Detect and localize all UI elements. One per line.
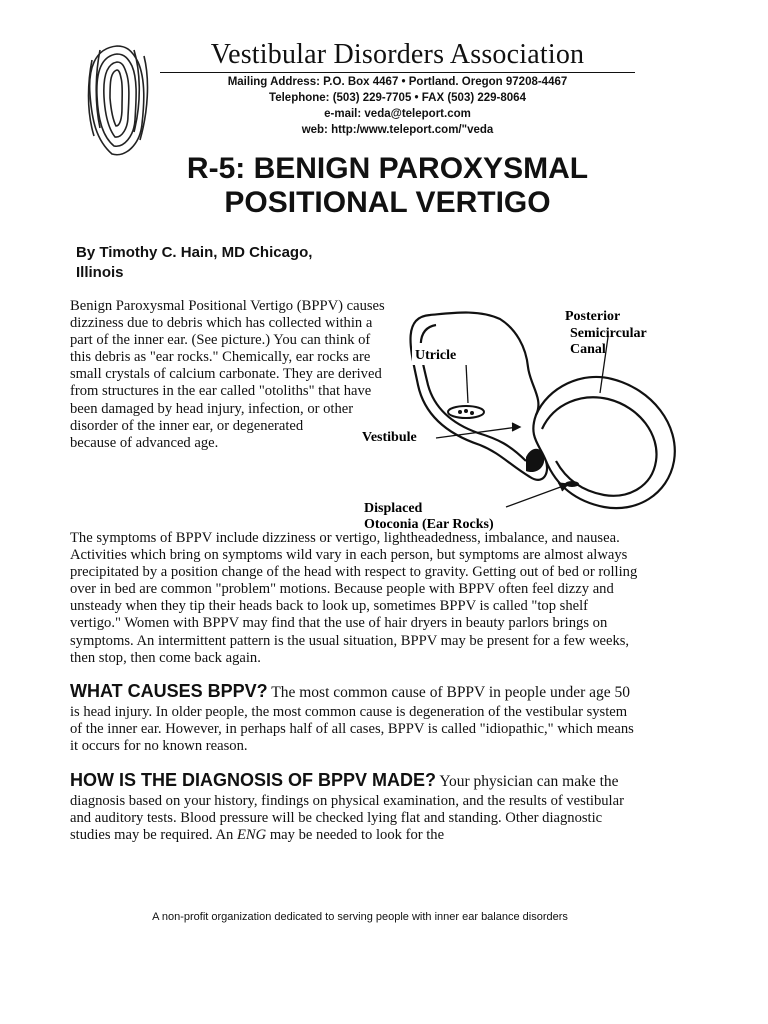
- intro-line: dizziness due to debris which has collected within a: [70, 315, 373, 332]
- symptoms-line: Activities which bring on symptoms wild vary in each person, but symptoms are almost always: [70, 547, 628, 564]
- mailing-address: Mailing Address: P.O. Box 4467 • Portland. Oregon 97208-4467: [227, 76, 568, 88]
- web-address[interactable]: web: http:/www.teleport.com/"veda: [301, 124, 494, 136]
- intro-line: from structures in the ear called "otoliths" that have: [70, 383, 372, 400]
- diagnosis-lead: Your physician can make the: [436, 773, 619, 790]
- symptoms-line: then stop, then come back again.: [70, 649, 261, 666]
- intro-line: small crystals of calcium carbonate. They are derived: [70, 366, 382, 383]
- symptoms-line: unsteady when they tip their heads back to look up, sometimes BPPV is called "top shelf: [70, 598, 589, 615]
- symptoms-line: over in bed are common "problem" motions. Because people with BPPV often feel dizzy and: [70, 581, 614, 598]
- diagnosis-line-last: [70, 827, 710, 844]
- title-line-1: R-5: BENIGN PAROXYSMAL: [186, 152, 589, 185]
- diagnosis-heading: HOW IS THE DIAGNOSIS OF BPPV MADE?: [70, 770, 437, 790]
- intro-line: Benign Paroxysmal Positional Vertigo (BPPV) causes: [70, 298, 385, 314]
- intro-line: this debris as "ear rocks." Chemically, ear rocks are: [70, 349, 371, 366]
- causes-lead: The most common cause of BPPV in people under age 50: [267, 684, 631, 701]
- causes-heading: WHAT CAUSES BPPV?: [70, 681, 268, 701]
- org-name: Vestibular Disorders Association: [160, 38, 635, 73]
- symptoms-line: precipitated by a position change of the head with respect to gravity. Getting out of bed or rolling: [70, 564, 638, 581]
- intro-line: been damaged by head injury, infection, or other: [70, 400, 354, 417]
- causes-line: is head injury. In older people, the most common cause is degeneration of the vestibular system: [70, 704, 628, 720]
- eng-term: ENG: [236, 827, 267, 844]
- byline: [76, 243, 376, 283]
- symptoms-line: vertigo." Women with BPPV may find that the use of hair dryers in beauty parlors brings on: [70, 615, 608, 632]
- symptoms-paragraph: [70, 530, 710, 667]
- diagnosis-last-prefix: studies may be required. An: [70, 827, 237, 844]
- diagnosis-section: [70, 769, 710, 844]
- title-line-2: POSITIONAL VERTIGO: [224, 186, 551, 219]
- vestibule-label: Vestibule: [362, 430, 417, 445]
- utricle-label: Utricle: [415, 348, 457, 363]
- intro-line: disorder of the inner ear, or degenerated: [70, 417, 304, 434]
- email[interactable]: e-mail: veda@teleport.com: [324, 108, 471, 120]
- page-title: [100, 152, 675, 220]
- symptoms-line: The symptoms of BPPV include dizziness or vertigo, lightheadedness, imbalance, and nausea.: [70, 530, 620, 546]
- byline-line-1: By Timothy C. Hain, MD Chicago,: [76, 244, 313, 261]
- causes-section: [70, 680, 710, 755]
- telephone: Telephone: (503) 229-7705 • FAX (503) 229-8064: [269, 92, 526, 104]
- displaced-label: Displaced: [364, 501, 423, 516]
- ear-fingerprint-logo: [82, 40, 152, 160]
- inner-ear-diagram: [360, 295, 690, 535]
- intro-line: part of the inner ear. (See picture.) You can think of: [70, 332, 371, 349]
- diagnosis-last-suffix: may be needed to look for the: [266, 827, 445, 844]
- byline-line-2: Illinois: [76, 264, 124, 281]
- causes-line: of the inner ear. However, in perhaps half of all cases, BPPV is called "idiopathic," which means: [70, 721, 634, 738]
- diagnosis-line: diagnosis based on your history, findings on physical examination, and the results of vestibular: [70, 793, 624, 809]
- footer-text: A non-profit organization dedicated to serving people with inner ear balance disorders: [152, 911, 568, 923]
- ampulla: [526, 449, 544, 472]
- intro-line: because of advanced age.: [70, 434, 219, 451]
- diagnosis-line: and auditory tests. Blood pressure will be checked lying flat and standing. Other diagnostic: [70, 810, 603, 827]
- semicircular-label: Semicircular: [570, 326, 647, 341]
- canal-label: Canal: [570, 342, 606, 357]
- otoconia-label: Otoconia (Ear Rocks): [364, 517, 494, 532]
- posterior-label: Posterior: [565, 309, 621, 324]
- causes-line: it occurs for no known reason.: [70, 738, 248, 755]
- symptoms-line: symptoms. An intermittent pattern is the usual situation, BPPV may be present for a few weeks,: [70, 632, 630, 649]
